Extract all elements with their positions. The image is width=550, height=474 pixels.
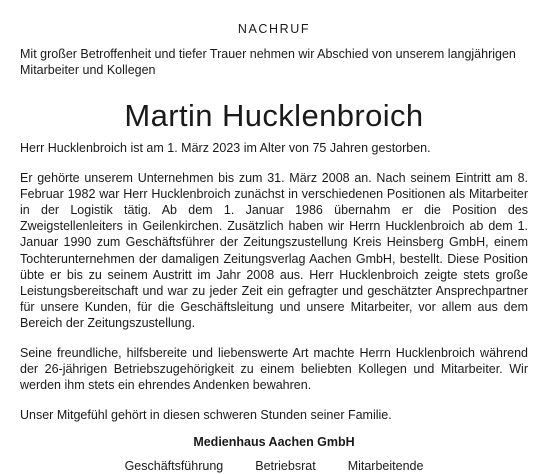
- notice-heading: NACHRUF: [237, 22, 311, 36]
- signatory-works-council: Betriebsrat: [255, 459, 316, 474]
- sympathy-paragraph: Unser Mitgefühl gehört in diesen schweren Stunden seiner Familie.: [20, 408, 392, 423]
- signatory-management: Geschäftsführung: [124, 459, 224, 474]
- deceased-name: Martin Hucklenbroich: [124, 98, 424, 133]
- sender-company: Medienhaus Aachen GmbH: [193, 435, 355, 450]
- signatories-row: [20, 458, 528, 474]
- career-paragraph: Er gehörte unserem Unternehmen bis zum 31. März 2008 an. Nach seinem Eintritt am 8. Februar 1982 war Herr Hucklenbroich zunächst in verschiedenen Positionen als Mitarbeiter in der Logistik tätig. Ab dem 1. Januar 1986 übernahm er die Position des Zweigstellenleiters in Geilenkirchen. Zusätzlich haben wir Herrn Hucklenbroich ab dem 1. Januar 1990 zum Geschäftsführer der Zeitungszustellung Kreis Heinsberg GmbH, einem Tochterunternehmen der damaligen Zeitungsverlag Aachen GmbH, bestellt. Diese Position übte er bis zu seinem Austritt im Jahr 2008 aus. Herr Hucklenbroich zeigte stets große Leistungsbereitschaft und war zu jeder Zeit ein gefragter und geschätzter Ansprechpartner für unsere Kunden, für die Geschäftsleitung und unsere Mitarbeiter, vor allem aus dem Bereich der Zeitungszustellung.: [20, 171, 528, 330]
- death-paragraph: Herr Hucklenbroich ist am 1. März 2023 im Alter von 75 Jahren gestorben.: [20, 141, 431, 155]
- signatory-employees: Mitarbeitende: [347, 459, 424, 474]
- character-paragraph: Seine freundliche, hilfsbereite und liebenswerte Art machte Herrn Hucklenbroich während der 26-jährigen Betriebszugehörigkeit zu einem beliebten Kollegen und Mitarbeiter. Wir werden ihm stets ein ehrendes Andenken bewahren.: [20, 346, 528, 393]
- intro-text: Mit großer Betroffenheit und tiefer Trauer nehmen wir Abschied von unserem langjährigen Mitarbeiter und Kollegen: [20, 47, 516, 77]
